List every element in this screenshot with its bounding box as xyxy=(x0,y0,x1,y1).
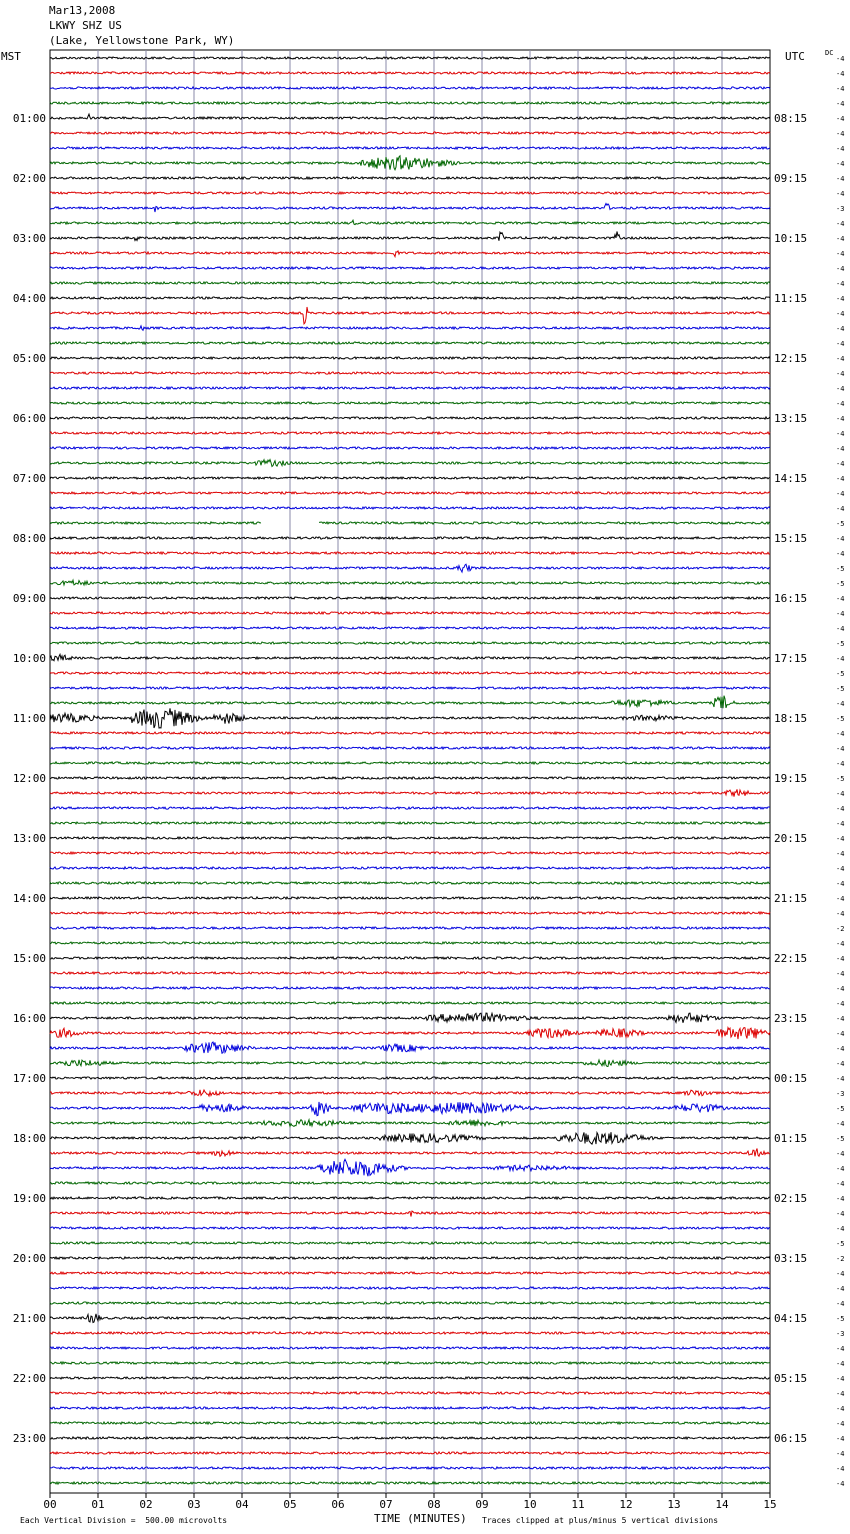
dc-offset-label: -4 xyxy=(836,1015,845,1023)
dc-offset-label: -5 xyxy=(836,580,845,588)
seismic-trace xyxy=(50,1227,770,1229)
seismic-trace xyxy=(50,177,770,179)
dc-offset-label: -4 xyxy=(836,970,845,978)
dc-offset-label: -5 xyxy=(836,685,845,693)
right-hour-label: 05:15 xyxy=(774,1372,808,1385)
left-hour-label: 12:00 xyxy=(12,772,46,785)
dc-offset-label: -4 xyxy=(836,1390,845,1398)
seismic-trace xyxy=(50,564,770,572)
left-hour-label: 02:00 xyxy=(12,172,46,185)
dc-offset-label: -4 xyxy=(836,490,845,498)
seismic-trace xyxy=(50,220,770,224)
plot-frame xyxy=(50,50,770,1493)
seismic-trace xyxy=(50,654,770,660)
seismic-trace xyxy=(50,627,770,629)
left-hour-label: 11:00 xyxy=(12,712,46,725)
seismic-trace xyxy=(50,1482,770,1484)
seismic-trace xyxy=(50,1332,770,1334)
x-tick-label: 00 xyxy=(43,1498,57,1511)
dc-offset-label: -4 xyxy=(836,730,845,738)
seismic-trace xyxy=(50,522,770,524)
dc-offset-label: -4 xyxy=(836,1270,845,1278)
dc-offset-label: -4 xyxy=(836,1480,845,1488)
dc-offset-label: -4 xyxy=(836,115,845,123)
left-hour-label: 18:00 xyxy=(12,1132,46,1145)
left-hour-label: 22:00 xyxy=(12,1372,46,1385)
left-hour-label: 13:00 xyxy=(12,832,46,845)
right-timezone-label: UTC xyxy=(785,50,805,63)
seismic-trace xyxy=(50,972,770,974)
seismic-trace xyxy=(50,927,770,929)
dc-offset-label: -4 xyxy=(836,1300,845,1308)
dc-offset-label: -4 xyxy=(836,1060,845,1068)
x-tick-label: 04 xyxy=(235,1498,249,1511)
seismic-trace xyxy=(50,507,770,509)
dc-offset-label: -4 xyxy=(836,940,845,948)
seismic-trace xyxy=(50,552,770,554)
seismic-trace xyxy=(50,687,770,689)
dc-offset-label: -2 xyxy=(836,925,845,933)
dc-offset-label: -4 xyxy=(836,1150,845,1158)
left-hour-label: 23:00 xyxy=(12,1432,46,1445)
dc-offset-label: -5 xyxy=(836,1105,845,1113)
dc-label: DC xyxy=(825,49,834,57)
dc-offset-label: -4 xyxy=(836,820,845,828)
dc-offset-label: -5 xyxy=(836,640,845,648)
dc-offset-label: -4 xyxy=(836,655,845,663)
seismic-trace xyxy=(50,1272,770,1274)
x-tick-label: 15 xyxy=(763,1498,777,1511)
seismic-trace xyxy=(50,1257,770,1259)
seismic-trace xyxy=(50,460,770,467)
dc-offset-label: -4 xyxy=(836,70,845,78)
seismic-trace xyxy=(50,192,770,194)
left-hour-label: 04:00 xyxy=(12,292,46,305)
seismic-trace xyxy=(50,987,770,989)
left-hour-label: 17:00 xyxy=(12,1072,46,1085)
dc-offset-label: -4 xyxy=(836,1075,845,1083)
seismic-trace xyxy=(50,114,770,119)
x-tick-label: 13 xyxy=(667,1498,681,1511)
dc-offset-label: -4 xyxy=(836,505,845,513)
seismic-trace xyxy=(50,57,770,59)
seismic-trace xyxy=(50,1013,770,1023)
dc-offset-label: -4 xyxy=(836,910,845,918)
dc-offset-label: -4 xyxy=(836,1195,845,1203)
right-hour-label: 06:15 xyxy=(774,1432,808,1445)
dc-offset-label: -4 xyxy=(836,805,845,813)
right-hour-label: 22:15 xyxy=(774,952,808,965)
dc-offset-label: -5 xyxy=(836,775,845,783)
seismic-trace xyxy=(50,1077,770,1079)
clip-note: Traces clipped at plus/minus 5 vertical divisions xyxy=(482,1516,719,1525)
dc-offset-label: -4 xyxy=(836,700,845,708)
seismic-trace xyxy=(50,387,770,389)
right-hour-label: 18:15 xyxy=(774,712,808,725)
dc-offset-label: -4 xyxy=(836,1375,845,1383)
right-hour-label: 00:15 xyxy=(774,1072,808,1085)
right-hour-label: 03:15 xyxy=(774,1252,808,1265)
right-hour-label: 23:15 xyxy=(774,1012,808,1025)
seismic-trace xyxy=(50,1002,770,1004)
seismic-trace xyxy=(50,1362,770,1364)
left-hour-label: 14:00 xyxy=(12,892,46,905)
dc-offset-label: -4 xyxy=(836,175,845,183)
seismic-trace xyxy=(50,1149,770,1157)
dc-offset-label: -4 xyxy=(836,415,845,423)
seismic-trace xyxy=(50,147,770,149)
dc-offset-label: -4 xyxy=(836,760,845,768)
seismic-trace xyxy=(50,1132,770,1144)
seismic-trace xyxy=(50,326,770,330)
dc-offset-label: -4 xyxy=(836,880,845,888)
dc-offset-label: -4 xyxy=(836,460,845,468)
seismic-trace xyxy=(50,342,770,344)
dc-offset-label: -4 xyxy=(836,265,845,273)
x-tick-label: 11 xyxy=(571,1498,585,1511)
seismic-trace xyxy=(50,1242,770,1244)
dc-offset-label: -4 xyxy=(836,250,845,258)
dc-offset-label: -4 xyxy=(836,550,845,558)
seismic-trace xyxy=(50,1028,770,1040)
seismic-trace xyxy=(50,777,770,779)
seismic-trace xyxy=(50,432,770,434)
right-hour-label: 20:15 xyxy=(774,832,808,845)
left-hour-label: 20:00 xyxy=(12,1252,46,1265)
dc-offset-label: -4 xyxy=(836,1360,845,1368)
seismic-trace xyxy=(50,156,770,170)
seismic-trace xyxy=(50,251,770,257)
station-date: Mar13,2008 xyxy=(49,4,116,17)
left-hour-label: 19:00 xyxy=(12,1192,46,1205)
seismic-trace xyxy=(50,1090,770,1096)
dc-offset-label: -4 xyxy=(836,1165,845,1173)
seismic-trace xyxy=(50,492,770,494)
seismic-trace xyxy=(50,477,770,479)
right-hour-label: 09:15 xyxy=(774,172,808,185)
dc-offset-label: -4 xyxy=(836,340,845,348)
dc-offset-label: -4 xyxy=(836,985,845,993)
dc-offset-label: -4 xyxy=(836,865,845,873)
seismic-trace xyxy=(50,282,770,284)
dc-offset-label: -4 xyxy=(836,1030,845,1038)
seismic-trace xyxy=(50,882,770,884)
dc-offset-label: -5 xyxy=(836,520,845,528)
right-hour-label: 13:15 xyxy=(774,412,808,425)
dc-offset-label: -5 xyxy=(836,1315,845,1323)
x-tick-label: 08 xyxy=(427,1498,441,1511)
seismic-trace xyxy=(50,672,770,674)
seismic-trace xyxy=(50,1407,770,1409)
seismic-trace xyxy=(50,132,770,134)
seismic-trace xyxy=(50,87,770,89)
dc-offset-label: -4 xyxy=(836,610,845,618)
x-tick-label: 07 xyxy=(379,1498,393,1511)
x-tick-label: 03 xyxy=(187,1498,201,1511)
left-hour-label: 15:00 xyxy=(12,952,46,965)
dc-offset-label: -3 xyxy=(836,1330,845,1338)
dc-offset-label: -4 xyxy=(836,160,845,168)
dc-offset-label: -4 xyxy=(836,190,845,198)
dc-offset-label: -4 xyxy=(836,1405,845,1413)
dc-offset-label: -4 xyxy=(836,955,845,963)
seismic-trace xyxy=(50,1422,770,1424)
seismic-trace xyxy=(50,597,770,599)
seismic-trace xyxy=(50,1347,770,1349)
station-code: LKWY SHZ US xyxy=(49,19,122,32)
seismic-trace xyxy=(50,1377,770,1379)
dc-offset-label: -4 xyxy=(836,535,845,543)
dc-offset-label: -4 xyxy=(836,595,845,603)
seismic-trace xyxy=(50,232,770,241)
seismic-trace xyxy=(50,1197,770,1199)
vertical-division-note: Each Vertical Division = 500.00 microvolts xyxy=(20,1516,228,1525)
seismic-trace xyxy=(50,417,770,419)
seismic-trace xyxy=(50,837,770,839)
dc-offset-label: -4 xyxy=(836,280,845,288)
seismic-trace xyxy=(50,1211,770,1216)
dc-offset-label: -4 xyxy=(836,145,845,153)
dc-offset-label: -4 xyxy=(836,385,845,393)
left-hour-label: 21:00 xyxy=(12,1312,46,1325)
seismic-trace xyxy=(50,1437,770,1439)
seismic-trace xyxy=(50,447,770,449)
seismic-trace xyxy=(50,852,770,854)
seismic-trace xyxy=(50,1314,770,1323)
right-hour-label: 12:15 xyxy=(774,352,808,365)
seismic-trace xyxy=(50,1182,770,1184)
dc-offset-label: -4 xyxy=(836,1465,845,1473)
dc-offset-label: -4 xyxy=(836,1210,845,1218)
right-hour-label: 15:15 xyxy=(774,532,808,545)
x-tick-label: 02 xyxy=(139,1498,153,1511)
seismic-trace xyxy=(50,822,770,824)
dc-offset-label: -4 xyxy=(836,130,845,138)
seismic-trace xyxy=(50,897,770,899)
seismic-trace xyxy=(50,957,770,959)
seismic-trace xyxy=(50,1159,770,1176)
seismic-trace xyxy=(50,642,770,644)
seismic-trace xyxy=(50,696,770,709)
seismic-trace xyxy=(50,307,770,324)
dc-offset-label: -4 xyxy=(836,85,845,93)
x-tick-label: 14 xyxy=(715,1498,729,1511)
dc-offset-label: -4 xyxy=(836,1345,845,1353)
dc-offset-label: -5 xyxy=(836,670,845,678)
seismic-trace xyxy=(50,1042,770,1053)
seismic-trace xyxy=(50,1392,770,1394)
dc-offset-label: -4 xyxy=(836,745,845,753)
dc-offset-label: -4 xyxy=(836,835,845,843)
seismic-trace xyxy=(50,580,770,585)
dc-offset-label: -3 xyxy=(836,1090,845,1098)
dc-offset-label: -4 xyxy=(836,55,845,63)
dc-offset-label: -4 xyxy=(836,220,845,228)
x-axis-title: TIME (MINUTES) xyxy=(374,1512,467,1525)
seismic-trace xyxy=(50,402,770,404)
dc-offset-label: -2 xyxy=(836,1255,845,1263)
left-hour-label: 16:00 xyxy=(12,1012,46,1025)
seismic-trace xyxy=(50,708,770,728)
left-hour-label: 03:00 xyxy=(12,232,46,245)
seismic-trace xyxy=(50,102,770,104)
seismic-trace xyxy=(50,1102,770,1116)
dc-offset-label: -4 xyxy=(836,1435,845,1443)
x-tick-label: 06 xyxy=(331,1498,345,1511)
seismic-trace xyxy=(50,1120,770,1127)
dc-offset-label: -4 xyxy=(836,445,845,453)
dc-offset-label: -4 xyxy=(836,1450,845,1458)
right-hour-label: 04:15 xyxy=(774,1312,808,1325)
dc-offset-label: -4 xyxy=(836,790,845,798)
seismic-trace xyxy=(50,942,770,944)
dc-offset-label: -4 xyxy=(836,1120,845,1128)
seismic-trace xyxy=(50,372,770,374)
seismic-trace xyxy=(50,72,770,74)
dc-offset-label: -3 xyxy=(836,205,845,213)
seismic-trace xyxy=(50,267,770,269)
seismic-trace xyxy=(50,732,770,734)
dc-offset-label: -5 xyxy=(836,1240,845,1248)
dc-offset-label: -4 xyxy=(836,1225,845,1233)
x-tick-label: 05 xyxy=(283,1498,297,1511)
left-timezone-label: MST xyxy=(1,50,21,63)
right-hour-label: 16:15 xyxy=(774,592,808,605)
dc-offset-label: -4 xyxy=(836,850,845,858)
dc-offset-label: -4 xyxy=(836,1420,845,1428)
x-tick-label: 12 xyxy=(619,1498,633,1511)
dc-offset-label: -4 xyxy=(836,235,845,243)
x-tick-label: 01 xyxy=(91,1498,105,1511)
dc-offset-label: -4 xyxy=(836,430,845,438)
seismic-trace xyxy=(50,1302,770,1304)
dc-offset-label: -5 xyxy=(836,715,845,723)
seismic-trace xyxy=(50,297,770,299)
dc-offset-label: -4 xyxy=(836,1285,845,1293)
right-hour-label: 01:15 xyxy=(774,1132,808,1145)
x-tick-label: 10 xyxy=(523,1498,537,1511)
left-hour-label: 05:00 xyxy=(12,352,46,365)
seismic-trace xyxy=(50,1452,770,1454)
right-hour-label: 08:15 xyxy=(774,112,808,125)
left-hour-label: 07:00 xyxy=(12,472,46,485)
dc-offset-label: -4 xyxy=(836,1045,845,1053)
right-hour-label: 21:15 xyxy=(774,892,808,905)
seismic-trace xyxy=(50,1060,770,1067)
right-hour-label: 02:15 xyxy=(774,1192,808,1205)
dc-offset-label: -5 xyxy=(836,1135,845,1143)
seismic-trace xyxy=(50,762,770,764)
seismic-trace xyxy=(50,807,770,809)
seismic-trace xyxy=(50,912,770,914)
seismic-trace xyxy=(50,612,770,614)
left-hour-label: 10:00 xyxy=(12,652,46,665)
left-hour-label: 08:00 xyxy=(12,532,46,545)
left-hour-label: 01:00 xyxy=(12,112,46,125)
right-hour-label: 17:15 xyxy=(774,652,808,665)
seismic-trace xyxy=(50,1287,770,1289)
right-hour-label: 11:15 xyxy=(774,292,808,305)
dc-offset-label: -4 xyxy=(836,355,845,363)
seismic-trace xyxy=(50,789,770,796)
dc-offset-label: -4 xyxy=(836,100,845,108)
seismic-trace xyxy=(50,747,770,749)
seismic-trace xyxy=(50,1467,770,1469)
right-hour-label: 10:15 xyxy=(774,232,808,245)
left-hour-label: 06:00 xyxy=(12,412,46,425)
seismic-trace xyxy=(50,867,770,869)
dc-offset-label: -4 xyxy=(836,370,845,378)
right-hour-label: 19:15 xyxy=(774,772,808,785)
dc-offset-label: -4 xyxy=(836,310,845,318)
dc-offset-label: -4 xyxy=(836,625,845,633)
dc-offset-label: -5 xyxy=(836,565,845,573)
dc-offset-label: -4 xyxy=(836,295,845,303)
dc-offset-label: -4 xyxy=(836,475,845,483)
x-tick-label: 09 xyxy=(475,1498,489,1511)
seismic-trace xyxy=(50,537,770,539)
dc-offset-label: -4 xyxy=(836,1000,845,1008)
right-hour-label: 14:15 xyxy=(774,472,808,485)
dc-offset-label: -4 xyxy=(836,325,845,333)
station-location: (Lake, Yellowstone Park, WY) xyxy=(49,34,235,47)
seismic-trace xyxy=(50,357,770,359)
left-hour-label: 09:00 xyxy=(12,592,46,605)
seismic-trace xyxy=(50,204,770,213)
dc-offset-label: -4 xyxy=(836,1180,845,1188)
dc-offset-label: -4 xyxy=(836,895,845,903)
dc-offset-label: -4 xyxy=(836,400,845,408)
